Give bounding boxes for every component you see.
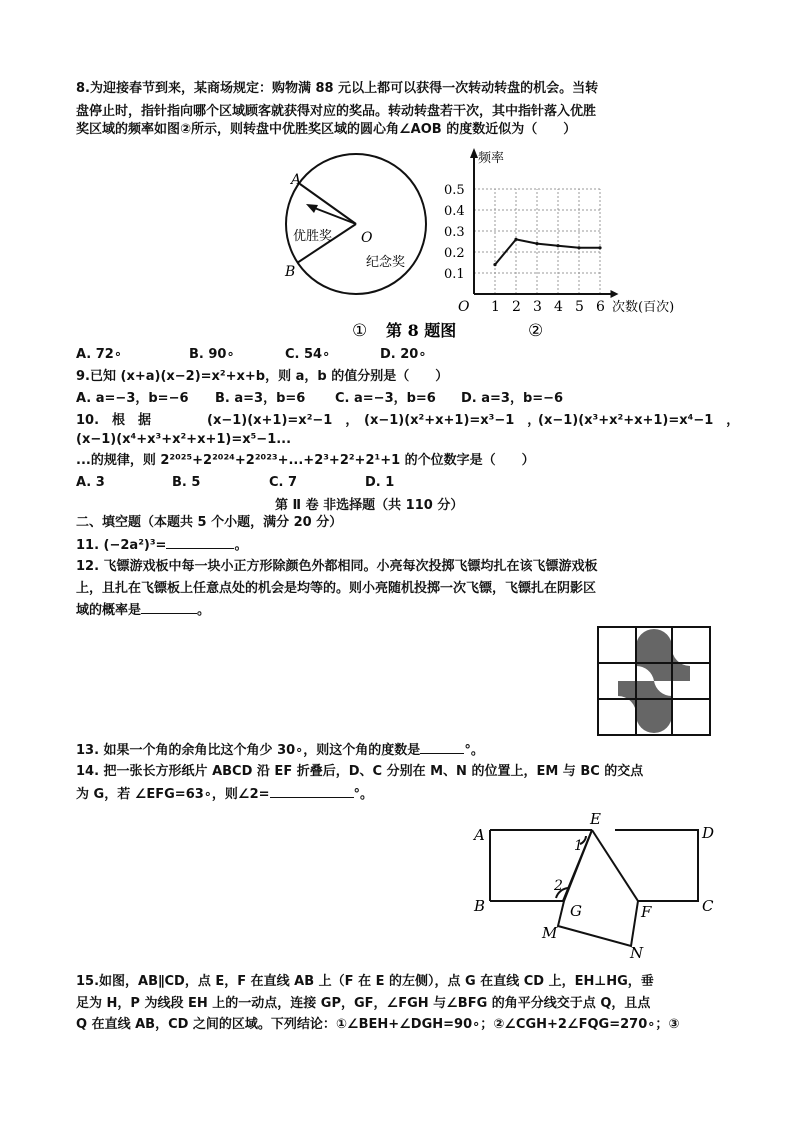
y-tick-label: 0.4 <box>444 204 465 219</box>
y-tick-label: 0.3 <box>444 225 465 240</box>
data-point <box>535 242 538 245</box>
q10-option-c[interactable]: C. 7 <box>269 475 298 490</box>
q11-answer-blank[interactable] <box>166 536 234 549</box>
origin-label: O <box>458 299 470 315</box>
q8-option-b[interactable]: B. 90∘ <box>189 347 235 362</box>
q10-option-b[interactable]: B. 5 <box>172 475 201 490</box>
fig14-n: N <box>630 944 644 958</box>
fig14-c: C <box>702 897 714 915</box>
q14-line-2-text: 为 G，若 ∠EFG=63∘，则∠2= <box>76 787 270 802</box>
q12-line-3-text: 域的概率是 <box>76 603 142 618</box>
q13-answer-blank[interactable] <box>420 741 464 754</box>
q10-formula-1: (x−1)(x+1)=x²−1 ， <box>207 413 359 428</box>
fig8-title: 第 8 题图 <box>386 321 457 340</box>
q13-stem: 13. 如果一个角的余角比这个角少 30∘，则这个角的度数是 <box>76 743 421 758</box>
q12-line-3 <box>76 601 210 620</box>
q9-option-d[interactable]: D. a=3，b=−6 <box>461 391 564 406</box>
q15-line-1: 15.如图，AB∥CD，点 E，F 在直线 AB 上（F 在 E 的左侧），点 G 在直线 CD 上，EH⊥HG，垂 <box>76 974 654 989</box>
q10-option-a[interactable]: A. 3 <box>76 475 105 490</box>
q8-figure <box>276 144 696 344</box>
q13 <box>76 741 484 760</box>
q11-stem: 11. (−2a²)³= <box>76 538 167 553</box>
y-tick-label: 0.5 <box>444 183 465 198</box>
q12-line-2: 上，且扎在飞镖板上任意点处的机会是均等的。则小亮随机投掷一次飞镖，飞镖扎在阴影区 <box>76 581 597 596</box>
prize-excellence-label: 优胜奖 <box>293 229 333 244</box>
data-point <box>514 238 517 241</box>
frequency-chart <box>444 148 674 315</box>
data-point <box>577 246 580 249</box>
q12-end: 。 <box>197 603 211 618</box>
y-tick-label: 0.1 <box>444 267 465 282</box>
y-axis-title: 频率 <box>478 151 505 166</box>
x-tick-label: 6 <box>596 299 605 315</box>
q14-line-2 <box>76 785 373 804</box>
folded-rectangle-figure <box>470 808 720 958</box>
q9-option-b[interactable]: B. a=3，b=6 <box>215 391 306 406</box>
fig14-g: G <box>570 902 582 920</box>
q8-line-3: 奖区域的频率如图②所示，则转盘中优胜奖区域的圆心角∠AOB 的度数近似为（ ） <box>76 122 577 137</box>
q10-formula-3: (x−1)(x³+x²+x+1)=x⁴−1 ， <box>538 413 740 428</box>
x-tick-label: 2 <box>512 299 521 315</box>
q12-line-1: 12. 飞镖游戏板中每一块小正方形除颜色外都相同。小亮每次投掷飞镖均扎在该飞镖游戏板 <box>76 559 598 574</box>
y-axis-arrow <box>470 148 478 158</box>
fig14-f: F <box>641 903 652 921</box>
q8-line-2: 盘停止时，指针指向哪个区域顾客就获得对应的奖品。转动转盘若干次，其中指针落入优胜 <box>76 104 597 119</box>
q10-option-d[interactable]: D. 1 <box>365 475 395 490</box>
q11-end: 。 <box>234 538 248 553</box>
q8-option-d[interactable]: D. 20∘ <box>380 347 427 362</box>
point-o-label: O <box>361 230 373 246</box>
dartboard-figure <box>597 626 712 737</box>
q8-option-a[interactable]: A. 72∘ <box>76 347 122 362</box>
q10-formula-2: (x−1)(x²+x+1)=x³−1 ， <box>364 413 541 428</box>
q11 <box>76 536 247 555</box>
q8-option-c[interactable]: C. 54∘ <box>285 347 331 362</box>
q15-line-3: Q 在直线 AB，CD 之间的区域。下列结论：①∠BEH+∠DGH=90∘；②∠CGH+2∠FQG=270∘；③ <box>76 1017 680 1032</box>
data-point <box>493 263 496 266</box>
q9-option-a[interactable]: A. a=−3，b=−6 <box>76 391 189 406</box>
y-tick-label: 0.2 <box>444 246 465 261</box>
q13-end: °。 <box>464 743 484 758</box>
q14-line-1: 14. 把一张长方形纸片 ABCD 沿 EF 折叠后，D、C 分别在 M、N 的位置上，EM 与 BC 的交点 <box>76 764 644 779</box>
q10-line-2: (x−1)(x⁴+x³+x²+x+1)=x⁵−1... <box>76 432 292 447</box>
q12-answer-blank[interactable] <box>141 601 197 614</box>
q14-answer-blank[interactable] <box>270 785 354 798</box>
point-a-label: A <box>291 172 302 188</box>
fig8-label-2: ② <box>528 321 544 341</box>
q14-end: °。 <box>353 787 374 802</box>
fig8-label-1: ① <box>352 321 368 341</box>
part2-title: 第 Ⅱ 卷 非选择题（共 110 分） <box>275 498 464 513</box>
q9-stem: 9.已知 (x+a)(x−2)=x²+x+b，则 a，b 的值分别是（ ） <box>76 369 449 384</box>
x-axis-arrow <box>611 290 619 298</box>
x-tick-label: 1 <box>491 299 500 315</box>
fig14-e: E <box>590 810 601 828</box>
x-tick-label: 3 <box>533 299 542 315</box>
q8-line-1: 8.为迎接春节到来，某商场规定：购物满 88 元以上都可以获得一次转动转盘的机会。当转 <box>76 81 599 96</box>
q10-intro: 10. 根 据 <box>76 413 152 428</box>
fig14-angle-1: 1 <box>574 838 583 854</box>
fig14-m: M <box>542 924 558 942</box>
fig14-angle-2: 2 <box>554 878 563 894</box>
prize-souvenir-label: 纪念奖 <box>366 255 406 270</box>
section-title: 二、填空题（本题共 5 个小题，满分 20 分） <box>76 515 343 530</box>
q15-line-2: 足为 H，P 为线段 EH 上的一动点，连接 GP，GF，∠FGH 与∠BFG 的角平分线交于点 Q，且点 <box>76 996 651 1011</box>
fig14-d: D <box>702 824 715 842</box>
x-tick-label: 5 <box>575 299 584 315</box>
fig14-a: A <box>474 826 485 844</box>
data-point <box>598 246 601 249</box>
prize-wheel <box>284 154 426 294</box>
x-tick-label: 4 <box>554 299 563 315</box>
point-b-label: B <box>285 264 296 280</box>
data-point <box>556 244 559 247</box>
q9-option-c[interactable]: C. a=−3，b=6 <box>335 391 436 406</box>
fig14-b: B <box>474 897 486 915</box>
q10-line-3: ...的规律，则 2²⁰²⁵+2²⁰²⁴+2²⁰²³+...+2³+2²+2¹+1 的个位数字是（ ） <box>76 453 535 468</box>
x-axis-title: 次数(百次) <box>612 300 675 315</box>
